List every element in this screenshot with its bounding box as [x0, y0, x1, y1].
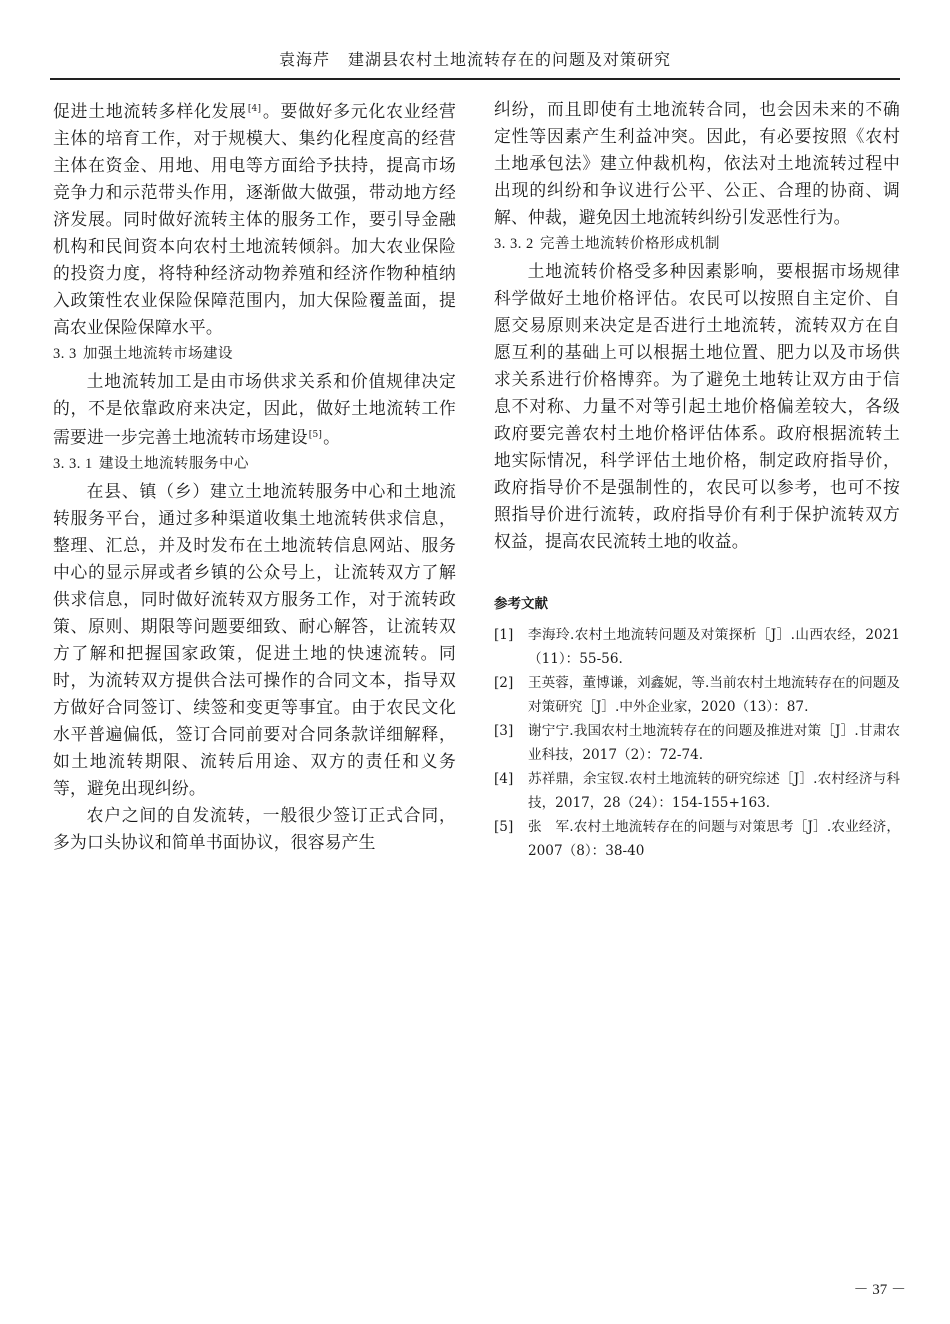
references-heading: 参考文献: [494, 596, 548, 612]
section-title: 加强土地流转市场建设: [83, 346, 233, 362]
paragraph: 纠纷，而且即使有土地流转合同，也会因未来的不确定性等因素产生利益冲突。因此，有必要按照《农村土地承包法》建立仲裁机构，依法对土地流转过程中出现的纠纷和争议进行公平、公正、合理的协商、调解、仲裁，避免因土地流转纠纷引发恶性行为。: [494, 99, 900, 227]
left-column: [53, 96, 456, 856]
running-header: [50, 40, 900, 80]
reference-text: 李海玲.农村土地流转问题及对策探析［J］.山西农经，2021（11）：55-56.: [528, 627, 900, 667]
reference-number: [1]: [494, 627, 514, 643]
paragraph-text: 。要做好多元化农业经营主体的培育工作，对于规模大、集约化程度高的经营主体在资金、用地、用电等方面给予扶持，提高市场竞争力和示范带头作用，逐渐做大做强，带动地方经济发展。同时做好流转主体的服务工作，要引导金融机构和民间资本向农村土地流转倾斜。加大农业保险的投资力度，将特种经济动物养殖和经济作物种植纳入政策性农业保险保障范围内，加大保险覆盖面，提高农业保险保障水平。: [53, 101, 457, 337]
paragraph: 农户之间的自发流转，一般很少签订正式合同，多为口头协议和简单书面协议，很容易产生: [53, 805, 456, 852]
paragraph: [53, 368, 456, 451]
right-column: [494, 96, 900, 863]
section-number: 3. 3. 2: [494, 236, 534, 252]
section-number: 3. 3. 1: [53, 456, 93, 472]
reference-text: 王英蓉，董博谦，刘鑫妮，等.当前农村土地流转存在的问题及对策研究［J］.中外企业家，2020（13）：87.: [528, 675, 900, 715]
citation-marker[interactable]: [5]: [308, 430, 323, 440]
reference-number: [5]: [494, 819, 514, 835]
paragraph: 土地流转价格受多种因素影响，要根据市场规律科学做好土地价格评估。农民可以按照自主定价、自愿交易原则来决定是否进行土地流转，流转双方在自愿互利的基础上可以根据土地位置、肥力以及市场供求关系进行价格博弈。为了避免土地转让双方由于信息不对称、力量不对等引起土地价格偏差较大，各级政府要完善农村土地价格评估体系。政府根据流转土地实际情况，科学评估土地价格，制定政府指导价，政府指导价不是强制性的，农民可以参考，也可不按照指导价进行流转，政府指导价有利于保护流转双方权益，提高农民流转土地的收益。: [494, 261, 900, 551]
reference-text: 苏祥鼎，余宝钗.农村土地流转的研究综述［J］.农村经济与科技，2017，28（24）：154-155+163.: [528, 771, 900, 811]
section-heading-3-3: [53, 341, 456, 368]
reference-item: [494, 671, 900, 719]
section-title: 建设土地流转服务中心: [99, 456, 249, 472]
reference-item: [494, 623, 900, 671]
reference-number: [2]: [494, 675, 514, 691]
citation-marker[interactable]: [4]: [247, 104, 262, 114]
reference-item: [494, 719, 900, 767]
header-rule: [50, 78, 900, 80]
reference-text: 张 军.农村土地流转存在的问题与对策思考［J］.农业经济，2007（8）：38-40: [528, 819, 900, 859]
section-heading-3-3-1: [53, 451, 456, 478]
reference-number: [4]: [494, 771, 514, 787]
header-title: 建湖县农村土地流转存在的问题及对策研究: [348, 50, 672, 69]
paragraph-text: 土地流转加工是由市场供求关系和价值规律决定的，不是依靠政府来决定，因此，做好土地流转工作需要进一步完善土地流转市场建设: [53, 371, 456, 447]
header-author: 袁海芹: [278, 50, 330, 69]
reference-text: 谢宁宁.我国农村土地流转存在的问题及推进对策［J］.甘肃农业科技，2017（2）：72-74.: [528, 723, 900, 763]
reference-number: [3]: [494, 723, 514, 739]
reference-item: [494, 767, 900, 815]
section-heading-3-3-2: [494, 231, 900, 258]
section-number: 3. 3: [53, 346, 77, 362]
references-list: [494, 623, 900, 863]
paragraph: 在县、镇（乡）建立土地流转服务中心和土地流转服务平台，通过多种渠道收集土地流转供求信息，整理、汇总，并及时发布在土地流转信息网站、服务中心的显示屏或者乡镇的公众号上，让流转双方了解供求信息，同时做好流转双方服务工作，对于流转政策、原则、期限等问题要细致、耐心解答，让流转双方了解和把握国家政策，促进土地的快速流转。同时，为流转双方提供合法可操作的合同文本，指导双方做好合同签订、续签和变更等事宜。由于农民文化水平普遍偏低，签订合同前要对合同条款详细解释，如土地流转期限、流转后用途、双方的责任和义务等，避免出现纠纷。: [53, 481, 456, 798]
paragraph-text: 促进土地流转多样化发展: [53, 101, 247, 121]
paragraph-text: 。: [323, 427, 341, 447]
section-title: 完善土地流转价格形成机制: [540, 236, 720, 252]
reference-item: [494, 815, 900, 863]
paragraph: [53, 96, 456, 341]
page-number: － 37 －: [853, 1282, 906, 1298]
